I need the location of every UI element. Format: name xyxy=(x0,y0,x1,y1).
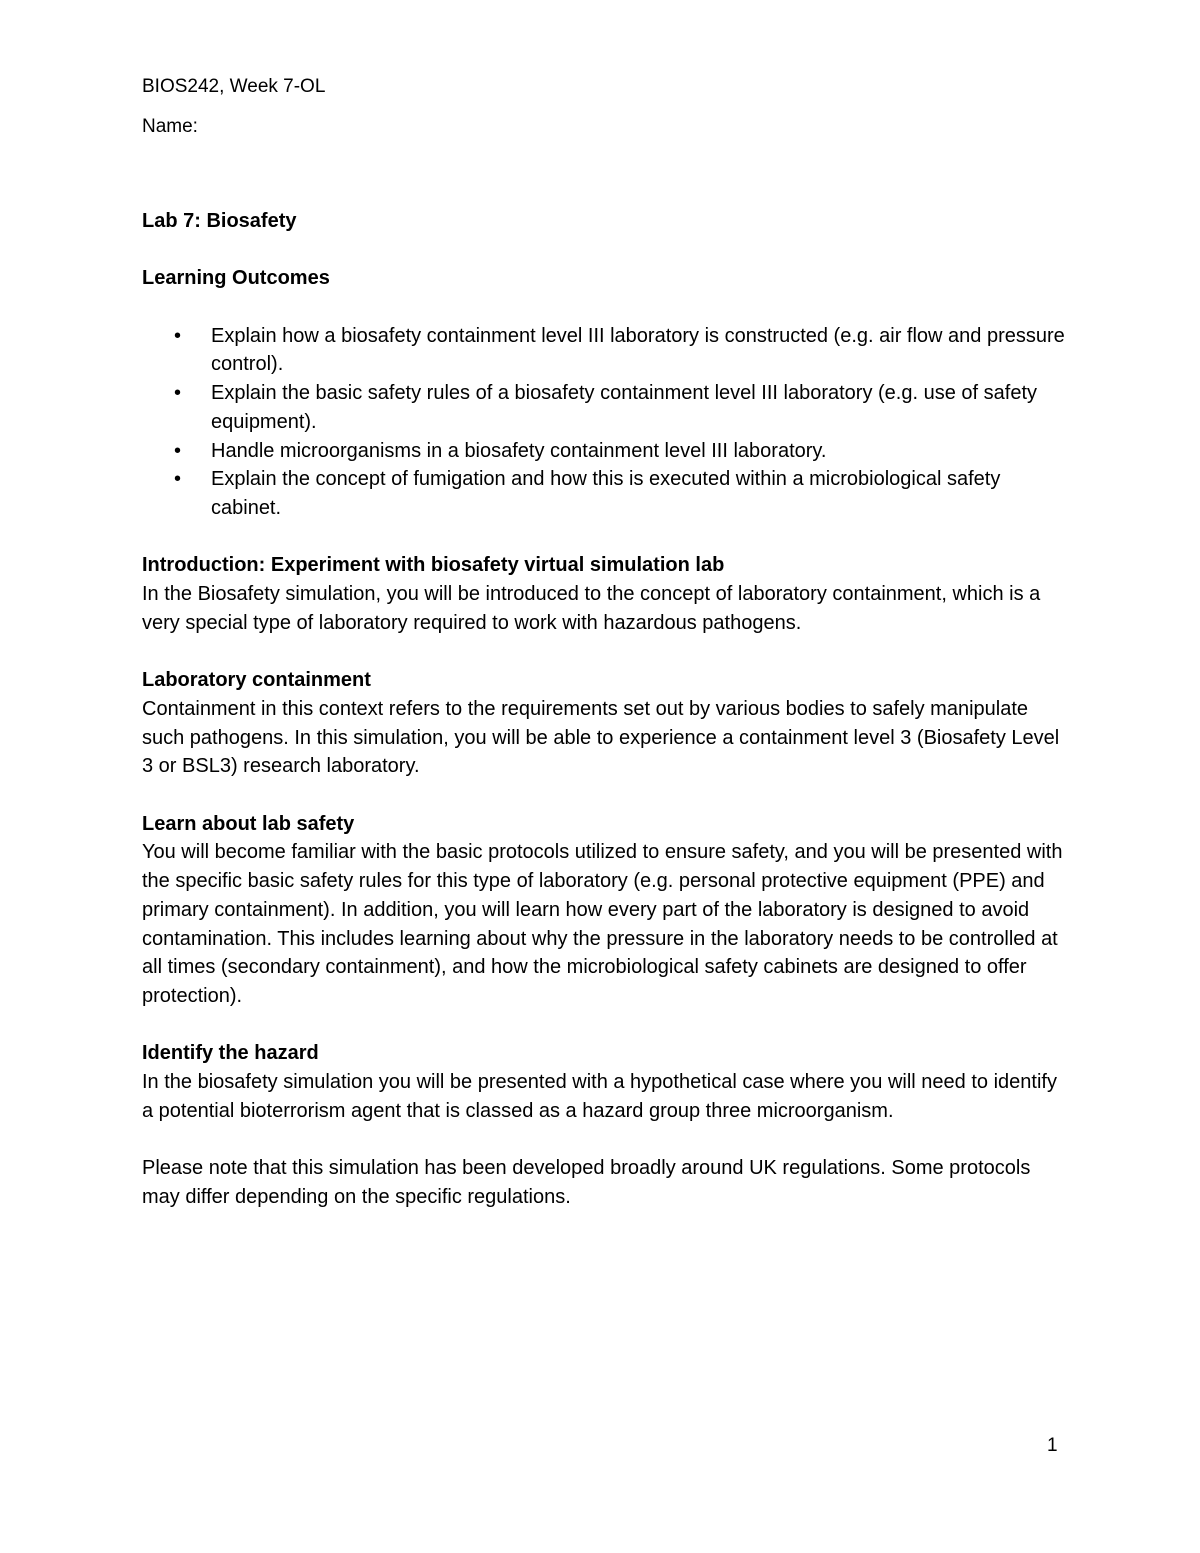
section-heading: Laboratory containment xyxy=(142,669,371,692)
bullet-icon: • xyxy=(174,382,182,405)
learning-outcomes-title: Learning Outcomes xyxy=(142,267,330,290)
section-lab-safety xyxy=(142,810,1067,1011)
section-laboratory-containment xyxy=(142,666,1067,781)
learning-outcome-text: Explain how a biosafety containment level III laboratory is constructed (e.g. air flow and pressure control). xyxy=(211,324,1065,376)
section-identify-hazard xyxy=(142,1039,1067,1125)
section-body: You will become familiar with the basic protocols utilized to ensure safety, and you will be presented with the specific basic safety rules for this type of laboratory (e.g. personal protective equipment (PPE) and primary containment). In addition, you will learn how every part of the laboratory is designed to avoid contamination. This includes learning about why the pressure in the laboratory needs to be controlled at all times (secondary containment), and how the microbiological safety cabinets are designed to offer protection). xyxy=(142,841,1063,1007)
name-label: Name: xyxy=(142,116,198,137)
learning-outcome-text: Explain the basic safety rules of a biosafety containment level III laboratory (e.g. use of safety equipment). xyxy=(211,382,1037,433)
lab-title: Lab 7: Biosafety xyxy=(142,210,297,232)
learning-outcome-item xyxy=(142,437,1067,466)
section-body: In the biosafety simulation you will be presented with a hypothetical case where you will need to identify a potential bioterrorism agent that is classed as a hazard group three microorganism. xyxy=(142,1071,1057,1122)
learning-outcome-text: Explain the concept of fumigation and how this is executed within a microbiological safety cabinet. xyxy=(211,468,1001,519)
section-heading: Identify the hazard xyxy=(142,1042,319,1065)
regulations-note: Please note that this simulation has been developed broadly around UK regulations. Some protocols may differ depending on the specific regulations. xyxy=(142,1157,1031,1208)
course-header: BIOS242, Week 7-OL xyxy=(142,76,326,97)
section-heading: Introduction: Experiment with biosafety virtual simulation lab xyxy=(142,554,725,577)
document-body xyxy=(142,207,1067,1212)
section-body: In the Biosafety simulation, you will be introduced to the concept of laboratory containment, which is a very special type of laboratory required to work with hazardous pathogens. xyxy=(142,583,1041,634)
learning-outcome-text: Handle microorganisms in a biosafety containment level III laboratory. xyxy=(211,439,827,462)
learning-outcome-item xyxy=(142,379,1067,436)
learning-outcome-item xyxy=(142,322,1067,379)
learning-outcomes-list xyxy=(142,322,1067,523)
section-heading: Learn about lab safety xyxy=(142,812,355,835)
bullet-icon: • xyxy=(174,468,182,491)
section-body: Containment in this context refers to the requirements set out by various bodies to safely manipulate such pathogens. In this simulation, you will be able to experience a containment level 3 (Biosafety Level 3 or BSL3) research laboratory. xyxy=(142,697,1060,778)
bullet-icon: • xyxy=(174,439,182,462)
page-number: 1 xyxy=(1047,1435,1058,1456)
section-introduction xyxy=(142,551,1067,637)
bullet-icon: • xyxy=(174,324,182,347)
learning-outcome-item xyxy=(142,465,1067,522)
